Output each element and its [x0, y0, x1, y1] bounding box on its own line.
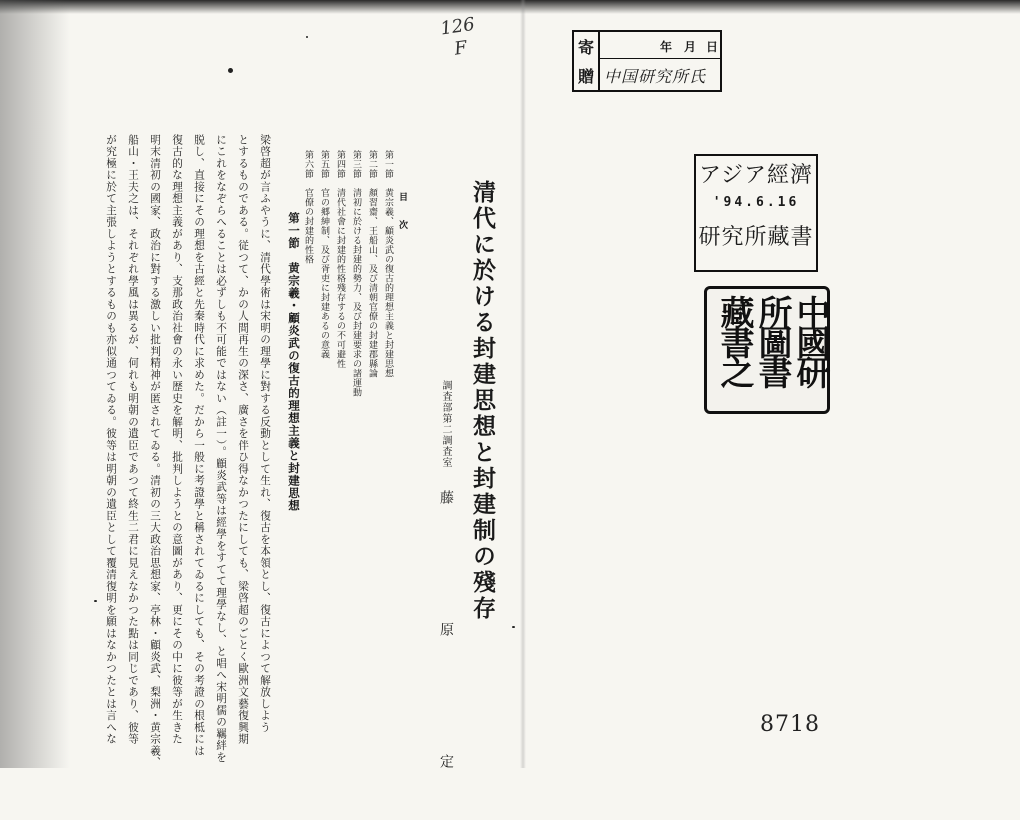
toc-item: 第一節 黄宗羲、顧炎武の復古的理想主義と封建思想 [383, 150, 393, 378]
body-line: 復古的な理想主義があり、支那政治社會の永い歴史を解明、批判しようとの意圖があり、更にその中に彼等が生きた [171, 134, 183, 745]
body-line: が究極に於て主張しようとするものも亦似通つてゐる。彼等は明朝の遺臣として覆清復明を願はなかつたとは言へな [105, 134, 117, 745]
toc-item: 第二節 顏習齋、王船山、及び清朝官僚の封建郡縣論 [367, 150, 377, 378]
scan-speck [512, 626, 515, 628]
toc-item: 第五節 官の郷紳制、及び胥吏に封建あるの意義 [319, 150, 329, 359]
document-title: 清代に於ける封建思想と封建制の殘存 [469, 180, 496, 622]
donation-date-row [600, 34, 720, 59]
scan-edge-top [0, 0, 1020, 14]
seal-column-left: 藏書之 [714, 295, 754, 385]
section-heading: 第一節 黄宗羲・顧炎武の復古的理想主義と封建思想 [287, 212, 301, 512]
handwritten-note [439, 14, 479, 62]
body-line: 梁啓超が言ふやうに、清代學術は宋明の理學に對する反動として生れ、復古を本領とし、復古によつて解放しよう [259, 134, 271, 734]
scan-speck [306, 36, 308, 38]
body-line: とするものである。従つて、かの人間再生の深さ、廣さを伴ひ得なかつたにしても、梁啓超のごとく歐洲文藝復興期 [237, 134, 249, 745]
donation-mark-top: 寄 [577, 38, 594, 57]
seal-column-middle: 所圖書 [752, 295, 792, 385]
body-line: 船山・王夫之は、それぞれ學風は異るが、何れも明朝の遺臣であつて終生二君に見えなかつた點は同じであり、彼等 [127, 134, 139, 745]
body-line: 脱し、直接にその理想を古經と先秦時代に求めた。だから一般に考證學と稱されてゐるにしても、その考證の根柢には [193, 134, 205, 757]
page-number: 8718 [760, 712, 820, 737]
handwritten-note-text: 126 F [439, 13, 477, 60]
donation-day-label: 日 [706, 40, 719, 54]
body-line: 明末清初の國家、政治に對する激しい批判精神が匿されてゐる。清初の三大政治思想家、亭林・顧炎武、梨洲・黄宗羲、 [149, 134, 161, 769]
donation-stamp [572, 30, 722, 92]
toc-heading: 目 次 [397, 192, 407, 234]
toc-item: 第三節 清初に於ける封建的勢力、及び封建要求の諸運動 [351, 150, 361, 397]
toc-item: 第六節 官僚の封建的性格 [303, 150, 313, 264]
donor-name: 中国研究所氏 [604, 67, 707, 86]
library-seal [704, 286, 830, 414]
institute-stamp-top: アジア經濟 [698, 163, 814, 188]
donation-year-label: 年 [660, 40, 673, 54]
page-gutter [520, 0, 526, 768]
seal-column-right: 中國研 [790, 295, 830, 385]
scan-edge-left [0, 0, 70, 768]
author-department: 調査部第二調査室 [440, 380, 451, 468]
institute-stamp-date: '94.6.16 [712, 195, 800, 210]
scan-speck [94, 600, 97, 602]
institute-stamp [694, 154, 818, 272]
donation-mark-bottom: 贈 [577, 67, 594, 86]
scan-speck [228, 68, 233, 73]
toc-item: 第四節 清代社會に封建的性格殘存するの不可避性 [335, 150, 345, 369]
body-line: にこれをなぞらへることは必ずしも不可能ではない（註一）。顧炎武等は經學をすてて理學なし、と唱へ宋明儒の羈絆を [215, 134, 227, 764]
donation-mark [574, 32, 600, 90]
author-name: 藤 原 定 [438, 490, 454, 820]
donation-month-label: 月 [684, 40, 697, 54]
institute-stamp-bottom: 研究所藏書 [698, 225, 814, 250]
